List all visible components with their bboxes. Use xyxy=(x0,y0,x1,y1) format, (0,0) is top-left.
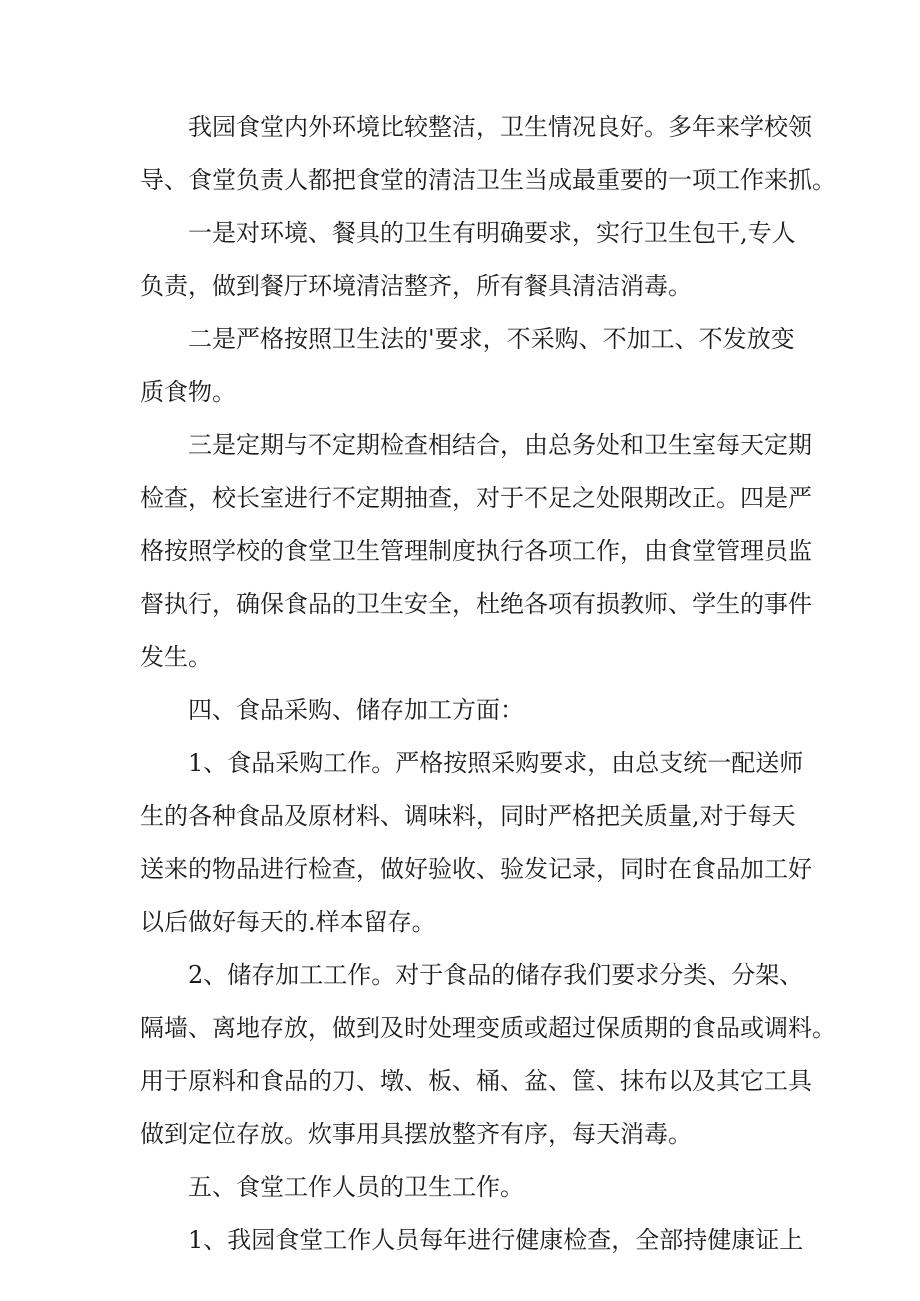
paragraph-line: 1、我园食堂工作人员每年进行健康检查，全部持健康证上 xyxy=(188,1226,804,1254)
paragraph-line: 导、食堂负责人都把食堂的清洁卫生当成最重要的一项工作来抓。 xyxy=(140,166,836,194)
paragraph-line: 生的各种食品及原材料、调味料，同时严格把关质量,对于每天 xyxy=(140,802,796,830)
paragraph-line: 送来的物品进行检查，做好验收、验发记录，同时在食品加工好 xyxy=(140,855,812,883)
paragraph-line: 督执行，确保食品的卫生安全，杜绝各项有损教师、学生的事件 xyxy=(140,590,812,618)
document-body xyxy=(140,112,836,1278)
paragraph-line: 一是对环境、餐具的卫生有明确要求，实行卫生包干,专人 xyxy=(188,219,796,247)
paragraph-line: 负责，做到餐厅环境清洁整齐，所有餐具清洁消毒。 xyxy=(140,272,692,300)
paragraph-line: 三是定期与不定期检查相结合，由总务处和卫生室每天定期 xyxy=(188,431,812,459)
paragraph-line: 我园食堂内外环境比较整洁，卫生情况良好。多年来学校领 xyxy=(188,113,812,141)
paragraph-line: 以后做好每天的.样本留存。 xyxy=(140,908,436,936)
section-heading: 四、食品采购、储存加工方面： xyxy=(188,696,524,724)
paragraph-line: 二是严格按照卫生法的'要求，不采购、不加工、不发放变 xyxy=(188,325,795,353)
paragraph-line: 格按照学校的食堂卫生管理制度执行各项工作，由食堂管理员监 xyxy=(140,537,812,565)
paragraph-line: 做到定位存放。炊事用具摆放整齐有序，每天消毒。 xyxy=(140,1120,692,1148)
section-heading: 五、食堂工作人员的卫生工作。 xyxy=(188,1173,524,1201)
paragraph-line: 检查，校长室进行不定期抽查，对于不足之处限期改正。四是严 xyxy=(140,484,812,512)
paragraph-line: 用于原料和食品的刀、墩、板、桶、盆、筐、抹布以及其它工具 xyxy=(140,1067,812,1095)
paragraph-line: 质食物。 xyxy=(140,378,236,406)
paragraph-line: 隔墙、离地存放，做到及时处理变质或超过保质期的食品或调料。 xyxy=(140,1014,836,1042)
paragraph-line: 2、储存加工工作。对于食品的储存我们要求分类、分架、 xyxy=(188,961,804,989)
paragraph-line: 发生。 xyxy=(140,643,212,671)
paragraph-line: 1、食品采购工作。严格按照采购要求，由总支统一配送师 xyxy=(188,749,804,777)
